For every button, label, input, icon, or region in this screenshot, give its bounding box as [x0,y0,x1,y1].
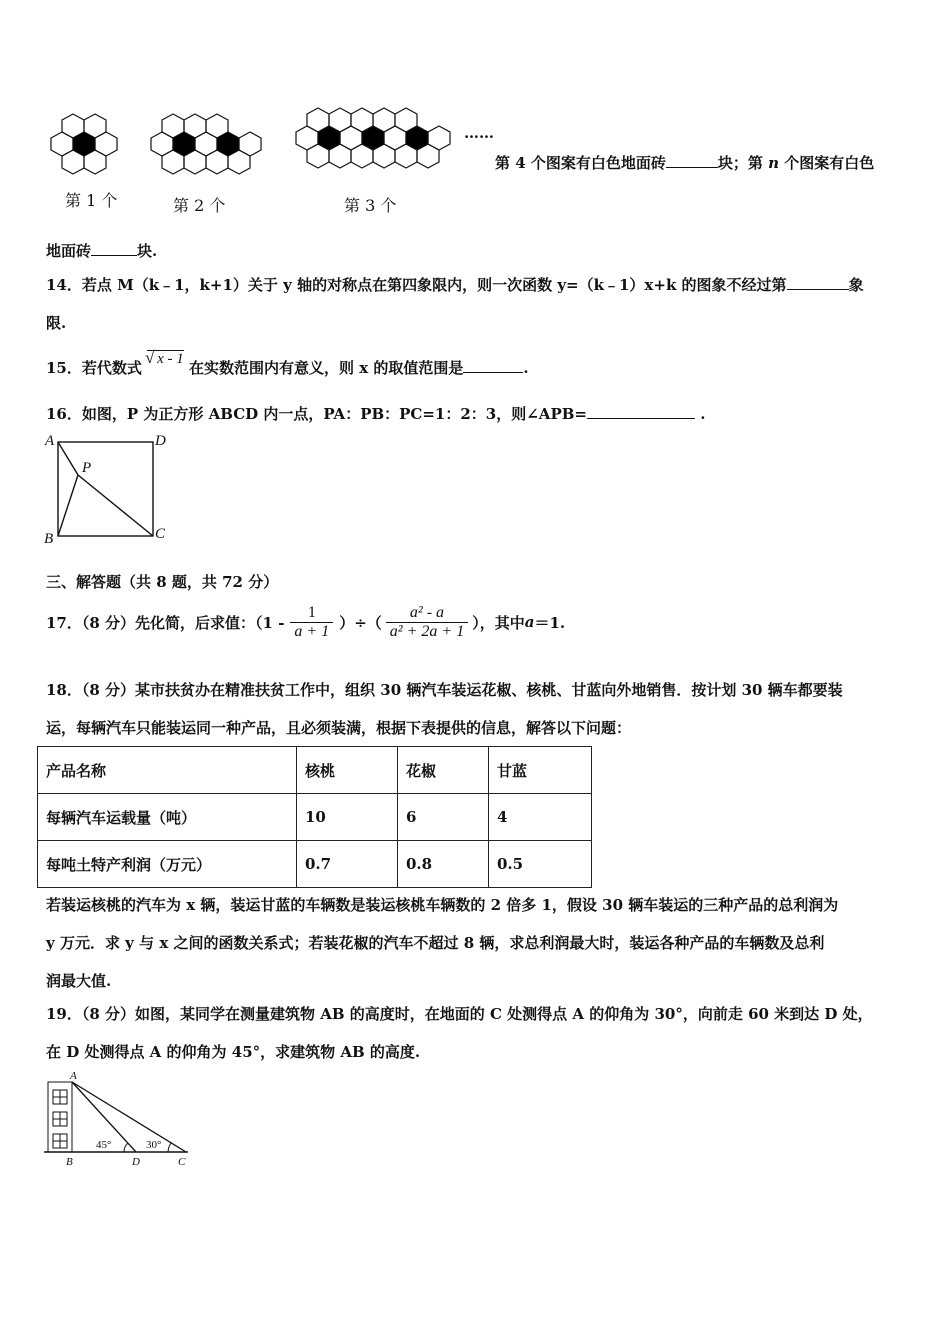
table-cell: 0.7 [297,841,398,888]
question-14-line2: 限. [46,314,67,332]
q17-mid: ）÷（ [339,613,382,632]
fraction-2-denominator: a² + 2a + 1 [386,622,468,641]
angle-30-label: 30° [146,1139,162,1151]
label-B: B [44,531,54,547]
q13-text-a: 第 4 个图案有白色地面砖 [495,154,666,172]
table-cell: 0.8 [398,841,489,888]
angle-45-label: 45° [96,1139,112,1151]
fraction-1-denominator: a + 1 [290,622,333,641]
segment-pc [78,475,153,536]
question-19-line1: 19．（8 分）如图，某同学在测量建筑物 AB 的高度时，在地面的 C 处测得点 A 的仰角为 30°，向前走 60 米到达 D 处， [46,1005,873,1023]
square-abcd-diagram [40,430,175,548]
q14-text: 14．若点 M（k﹣1，k+1）关于 y 轴的对称点在第四象限内，则一次函数 y=（k﹣1）x+k 的图象不经过第 [46,276,787,294]
fraction-1 [290,604,333,641]
table-cell: 6 [398,794,489,841]
segment-pb [58,475,78,536]
square-abcd [58,442,153,536]
q16-end: . [700,405,706,423]
hexagon-figure-1 [51,114,117,174]
q13-text-c: 个图案有白色 [779,154,875,172]
table-cell: 每吨土特产利润（万元） [38,841,297,888]
q17-var-a: a [524,613,535,631]
q13-text-line2 [46,240,157,261]
q17-suffix-a: ），其中 [472,613,525,632]
question-18-line1: 18．（8 分）某市扶贫办在精准扶贫工作中，组织 30 辆汽车装运花椒、核桃、甘蓝向外地销售．按计划 30 辆车都要装 [46,681,843,699]
label-C: C [155,526,166,542]
answer-blank[interactable] [666,153,718,168]
hexagon-pattern-figures [40,98,460,193]
sqrt-sign: √ [145,348,155,367]
question-18-line4: y 万元．求 y 与 x 之间的函数关系式；若装花椒的汽车不超过 8 辆，求总利润最大时，装运各种产品的车辆数及总利 [46,934,825,952]
question-17 [46,600,565,644]
q13-text-line1 [495,152,874,173]
sight-line-ac [72,1082,186,1152]
question-14-line1 [46,274,864,295]
figure-1-label: 第 1 个 [65,191,118,210]
table-row [38,841,592,888]
building-height-diagram [40,1068,200,1170]
table-header-cell: 产品名称 [38,747,297,794]
table-cell: 4 [489,794,592,841]
fraction-2-numerator: a² - a [409,603,445,621]
q13-text-b: 块；第 [717,154,769,172]
fraction-2 [386,604,468,641]
label-D: D [155,433,166,449]
question-18-line2: 运，每辆汽车只能装运同一种产品，且必须装满，根据下表提供的信息，解答以下问题： [46,719,632,737]
angle-arc-45 [124,1143,128,1152]
q16-text: 16．如图，P 为正方形 ABCD 内一点，PA：PB：PC=1：2：3，则∠APB= [46,405,587,423]
answer-blank[interactable] [463,358,523,373]
table-cell: 0.5 [489,841,592,888]
table-header-cell: 甘蓝 [489,747,592,794]
q14-tail: 象 [848,276,864,294]
q13-text-d: 地面砖 [46,242,92,260]
label-C: C [178,1156,186,1168]
hexagon-figure-2 [151,114,261,174]
table-header-row [38,747,592,794]
label-B: B [66,1156,73,1168]
sqrt-radicand: x - 1 [157,351,184,367]
question-18-line3: 若装运核桃的汽车为 x 辆，装运甘蓝的车辆数是装运核桃车辆数的 2 倍多 1，假设 30 辆车装运的三种产品的总利润为 [46,896,839,914]
table-header-cell: 花椒 [398,747,489,794]
figure-2-label: 第 2 个 [173,196,226,215]
hexagon-figure-3 [296,108,450,168]
segment-pa [58,442,78,475]
section-3-title: 三、解答题（共 8 题，共 72 分） [46,573,279,591]
label-P: P [82,460,92,476]
question-19-line2: 在 D 处测得点 A 的仰角为 45°，求建筑物 AB 的高度. [46,1043,421,1061]
q15-prefix: 15．若代数式 [46,359,142,377]
table-header-cell: 核桃 [297,747,398,794]
fraction-1-numerator: 1 [307,603,316,621]
q17-prefix: 17．（8 分）先化简，后求值：（1 - [46,613,285,632]
table-cell: 10 [297,794,398,841]
ellipsis: …… [464,124,494,142]
angle-arc-30 [168,1143,171,1152]
question-18-line5: 润最大值. [46,972,112,990]
product-table [37,746,592,888]
q15-suffix: 在实数范围内有意义，则 x 的取值范围是 [189,359,464,377]
table-cell: 每辆汽车运载量（吨） [38,794,297,841]
question-16 [46,403,705,424]
question-15 [46,348,529,378]
q13-text-e: 块. [137,242,158,260]
q17-suffix-b: ＝1. [534,613,566,632]
sqrt-expression [147,350,184,368]
answer-blank[interactable] [91,241,137,256]
q15-end: . [523,359,529,377]
answer-blank[interactable] [587,404,695,419]
label-D: D [132,1156,140,1168]
table-row [38,794,592,841]
figure-3-label: 第 3 个 [344,196,397,215]
label-A: A [70,1070,77,1082]
q13-var-n: n [768,154,780,172]
label-A: A [45,433,55,449]
answer-blank[interactable] [787,275,849,290]
